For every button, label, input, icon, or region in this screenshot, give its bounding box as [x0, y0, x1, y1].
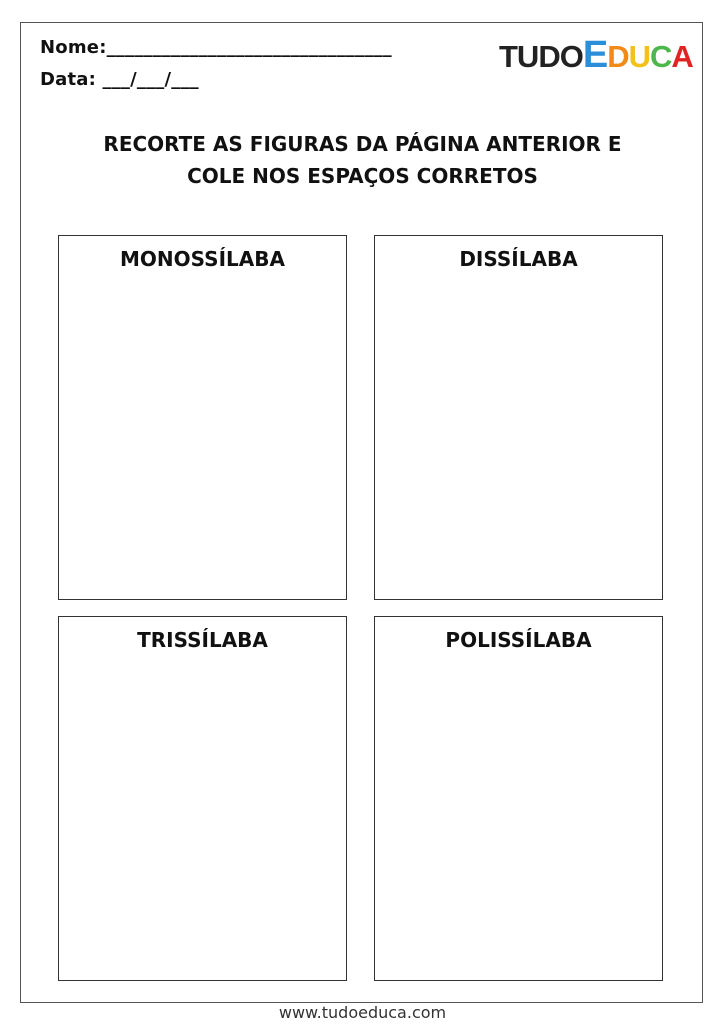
box-trissilaba: [58, 616, 347, 981]
logo-part: C: [649, 39, 672, 74]
logo-part: U: [628, 39, 650, 74]
box-dissilaba: [374, 235, 663, 600]
instruction: [0, 128, 725, 192]
box-label: MONOSSÍLABA: [120, 247, 285, 271]
box-label: TRISSÍLABA: [137, 628, 268, 652]
logo-part: D: [607, 39, 629, 74]
instruction-line: RECORTE AS FIGURAS DA PÁGINA ANTERIOR E: [103, 132, 622, 156]
logo-part: E: [582, 34, 608, 76]
box-label: POLISSÍLABA: [445, 628, 592, 652]
box-monossilaba: [58, 235, 347, 600]
logo-part: A: [671, 39, 693, 74]
box-polissilaba: [374, 616, 663, 981]
footer-url: www.tudoeduca.com: [278, 1003, 447, 1022]
name-field[interactable]: Nome:_______________________________: [40, 37, 392, 58]
logo-part: TUDO: [499, 39, 583, 74]
tudoeduca-logo: [499, 34, 693, 77]
box-label: DISSÍLABA: [459, 247, 578, 271]
instruction-line: COLE NOS ESPAÇOS CORRETOS: [187, 164, 538, 188]
date-field[interactable]: Data: ___/___/___: [40, 69, 199, 90]
